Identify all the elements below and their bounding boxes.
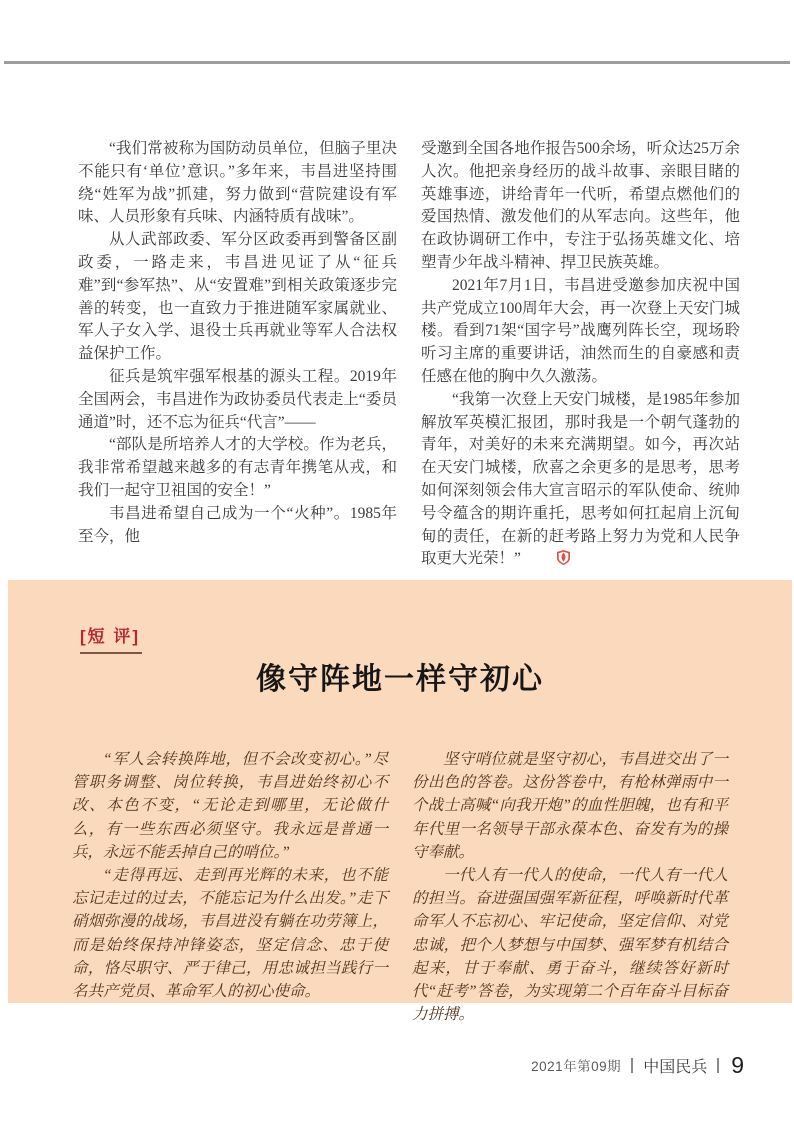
commentary-paragraph: “军人会转换阵地，但不会改变初心。”尽管职务调整、岗位转换，韦昌进始终初心不改、本色不变，“无论走到哪里，无论做什么，有一些东西必须坚守。我永远是普通一兵，永远不能丢掉自己的哨位。” — [72, 751, 388, 861]
article-paragraph-text: “我第一次登上天安门城楼，是1985年参加解放军英模汇报团，那时我是一个朝气蓬勃的青年，对美好的未来充满期望。如今，再次站在天安门城楼，欣喜之余更多的是思考，思考如何深刻领会伟大宣言昭示的军队使命、统帅号令蕴含的期许重托，思考如何扛起肩上沉甸甸的责任，在新的赶考路上努力为党和人民争取更大光荣！” — [421, 390, 740, 568]
article-paragraph: “部队是所培养人才的大学校。作为老兵，我非常希望越来越多的有志青年携笔从戎，和我们一起守卫祖国的安全！” — [78, 436, 397, 499]
footer-issue: 2021年第09期 — [531, 1059, 622, 1074]
shield-end-mark-icon — [526, 550, 570, 573]
article-paragraph: 2021年7月1日，韦昌进受邀参加庆祝中国共产党成立100周年大会，再一次登上天安门城楼。看到71架“国字号”战鹰列阵长空，现场聆听习主席的重要讲话，油然而生的自豪感和责任感在他的胸中久久激荡。 — [421, 276, 740, 385]
commentary-title: 像守阵地一样守初心 — [256, 663, 544, 696]
footer-separator — [631, 1058, 633, 1073]
commentary-right-column — [412, 748, 728, 1026]
article-paragraph: 受邀到全国各地作报告500余场，听众达25万余人次。他把亲身经历的战斗故事、亲眼目睹的英雄事迹，讲给青年一代听，希望点燃他们的爱国热情、激发他们的从军志向。这些年，他在政协调研工作中，专注于弘扬英雄文化、培塑青少年战斗精神、捍卫民族英雄。 — [421, 140, 740, 271]
article-paragraph: 韦昌进希望自己成为一个“火种”。1985年至今，他 — [78, 504, 397, 545]
top-divider — [4, 61, 790, 64]
article-right-column — [421, 138, 740, 573]
commentary-left-column — [72, 748, 388, 1026]
footer-separator — [717, 1058, 719, 1073]
commentary-paragraph: 坚守哨位就是坚守初心，韦昌进交出了一份出色的答卷。这份答卷中，有枪林弹雨中一个战士高喊“向我开炮”的血性胆魄，也有和平年代里一名领导干部永葆本色、奋发有为的操守奉献。 — [412, 751, 728, 861]
article-body — [78, 138, 740, 573]
article-paragraph: 征兵是筑牢强军根基的源头工程。2019年全国两会，韦昌进作为政协委员代表走上“委员通道”时，还不忘为征兵“代言”—— — [78, 367, 397, 431]
footer-page-number: 9 — [731, 1051, 744, 1078]
article-left-column — [78, 138, 397, 573]
commentary-box — [8, 580, 792, 1024]
footer-magazine-title: 中国民兵 — [643, 1058, 708, 1076]
article-paragraph: 从人武部政委、军分区政委再到警备区副政委，一路走来，韦昌进见证了从“征兵难”到“参军热”、从“安置难”到相关政策逐步完善的转变，也一直致力于推进随军家属就业、军人子女入学、退役士兵再就业等军人合法权益保护工作。 — [78, 231, 397, 363]
article-paragraph: “我们常被称为国防动员单位，但脑子里决不能只有‘单位’意识。”多年来，韦昌进坚持围绕“姓军为战”抓建，努力做到“营院建设有军味、人员形象有兵味、内涵特质有战味”。 — [78, 140, 397, 226]
page-footer — [531, 1050, 744, 1080]
commentary-columns — [72, 748, 728, 1026]
commentary-paragraph: 一代人有一代人的使命，一代人有一代人的担当。奋进强国强军新征程，呼唤新时代革命军人不忘初心、牢记使命，坚定信仰、对党忠诚，把个人梦想与中国梦、强军梦有机结合起来，甘于奉献、勇于奋斗，继续答好新时代“赶考”答卷，为实现第二个百年奋斗目标奋力拼搏。 — [412, 867, 728, 1024]
commentary-paragraph: “走得再远、走到再光辉的未来，也不能忘记走过的过去，不能忘记为什么出发。”走下硝烟弥漫的战场，韦昌进没有躺在功劳簿上，而是始终保持冲锋姿态，坚定信念、忠于使命，恪尽职守、严于律己，用忠诚担当践行一名共产党员、革命军人的初心使命。 — [72, 867, 388, 1001]
article-paragraph — [421, 389, 740, 573]
commentary-label: [短 评] — [80, 622, 142, 654]
